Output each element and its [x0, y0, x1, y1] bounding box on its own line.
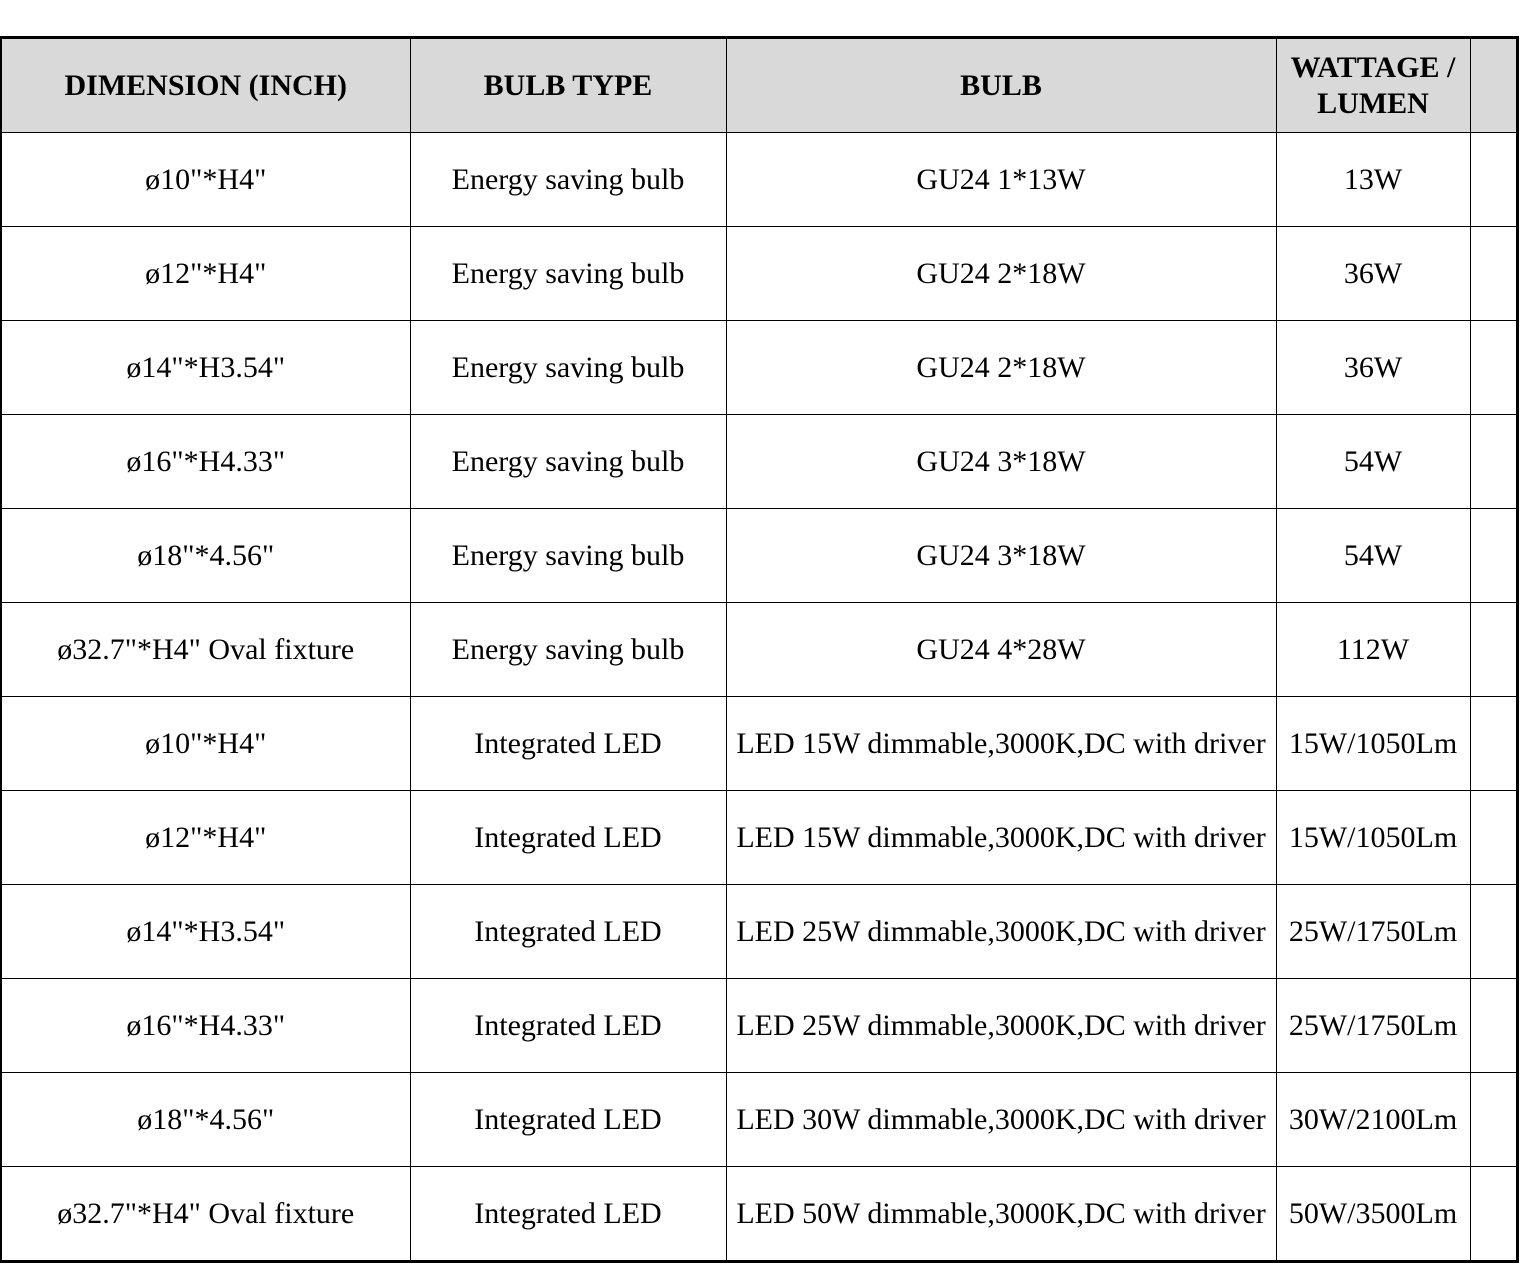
cell-bulb: GU24 2*18W: [726, 321, 1276, 415]
header-wattage-lumen: WATTAGE / LUMEN: [1276, 38, 1470, 133]
cell-wattage: 50W/3500Lm: [1276, 1167, 1470, 1262]
cell-dimension: ø18"*4.56": [1, 1073, 410, 1167]
cell-wattage: 25W/1750Lm: [1276, 885, 1470, 979]
cell-dimension: ø14"*H3.54": [1, 321, 410, 415]
cell-extra: [1470, 509, 1517, 603]
cell-dimension: ø10"*H4": [1, 133, 410, 227]
cell-dimension: ø14"*H3.54": [1, 885, 410, 979]
cell-dimension: ø10"*H4": [1, 697, 410, 791]
table-row: [1, 321, 1517, 415]
cell-bulb-type: Integrated LED: [410, 979, 726, 1073]
cell-bulb: LED 25W dimmable,3000K,DC with driver: [726, 885, 1276, 979]
cell-bulb-type: Energy saving bulb: [410, 509, 726, 603]
table-row: [1, 697, 1517, 791]
cell-extra: [1470, 791, 1517, 885]
table-row: [1, 603, 1517, 697]
cell-bulb: GU24 2*18W: [726, 227, 1276, 321]
header-bulb-type: BULB TYPE: [410, 38, 726, 133]
table-row: [1, 979, 1517, 1073]
cell-wattage: 54W: [1276, 415, 1470, 509]
table-row: [1, 227, 1517, 321]
cell-dimension: ø16"*H4.33": [1, 415, 410, 509]
cell-dimension: ø32.7"*H4" Oval fixture: [1, 603, 410, 697]
table-row: [1, 509, 1517, 603]
cell-bulb: GU24 3*18W: [726, 415, 1276, 509]
cell-bulb: LED 15W dimmable,3000K,DC with driver: [726, 697, 1276, 791]
cell-bulb-type: Energy saving bulb: [410, 227, 726, 321]
cell-dimension: ø18"*4.56": [1, 509, 410, 603]
cell-bulb-type: Energy saving bulb: [410, 321, 726, 415]
cell-bulb: LED 25W dimmable,3000K,DC with driver: [726, 979, 1276, 1073]
table-row: [1, 791, 1517, 885]
header-bulb: BULB: [726, 38, 1276, 133]
cell-wattage: 36W: [1276, 227, 1470, 321]
cell-bulb-type: Integrated LED: [410, 885, 726, 979]
cell-extra: [1470, 979, 1517, 1073]
cell-bulb: GU24 1*13W: [726, 133, 1276, 227]
cell-wattage: 25W/1750Lm: [1276, 979, 1470, 1073]
table-row: [1, 133, 1517, 227]
cell-bulb: LED 15W dimmable,3000K,DC with driver: [726, 791, 1276, 885]
cell-dimension: ø12"*H4": [1, 227, 410, 321]
spec-table: [0, 36, 1519, 1263]
cell-bulb-type: Energy saving bulb: [410, 603, 726, 697]
cell-extra: [1470, 697, 1517, 791]
header-dimension: DIMENSION (INCH): [1, 38, 410, 133]
cell-bulb-type: Energy saving bulb: [410, 415, 726, 509]
cell-bulb-type: Energy saving bulb: [410, 133, 726, 227]
cell-extra: [1470, 227, 1517, 321]
cell-bulb: GU24 3*18W: [726, 509, 1276, 603]
table-row: [1, 885, 1517, 979]
cell-wattage: 30W/2100Lm: [1276, 1073, 1470, 1167]
cell-extra: [1470, 133, 1517, 227]
table-row: [1, 1073, 1517, 1167]
cell-dimension: ø32.7"*H4" Oval fixture: [1, 1167, 410, 1262]
cell-bulb-type: Integrated LED: [410, 697, 726, 791]
cell-bulb: GU24 4*28W: [726, 603, 1276, 697]
cell-wattage: 112W: [1276, 603, 1470, 697]
cell-dimension: ø12"*H4": [1, 791, 410, 885]
cell-wattage: 15W/1050Lm: [1276, 791, 1470, 885]
cell-bulb-type: Integrated LED: [410, 791, 726, 885]
cell-bulb: LED 30W dimmable,3000K,DC with driver: [726, 1073, 1276, 1167]
table-row: [1, 1167, 1517, 1262]
header-row: [1, 38, 1517, 133]
cell-bulb-type: Integrated LED: [410, 1167, 726, 1262]
cell-bulb-type: Integrated LED: [410, 1073, 726, 1167]
cell-extra: [1470, 603, 1517, 697]
cell-extra: [1470, 415, 1517, 509]
cell-wattage: 36W: [1276, 321, 1470, 415]
cell-extra: [1470, 321, 1517, 415]
cell-extra: [1470, 1167, 1517, 1262]
cell-dimension: ø16"*H4.33": [1, 979, 410, 1073]
header-extra: [1470, 38, 1517, 133]
cell-extra: [1470, 1073, 1517, 1167]
cell-wattage: 13W: [1276, 133, 1470, 227]
cell-wattage: 54W: [1276, 509, 1470, 603]
cell-bulb: LED 50W dimmable,3000K,DC with driver: [726, 1167, 1276, 1262]
cell-wattage: 15W/1050Lm: [1276, 697, 1470, 791]
cell-extra: [1470, 885, 1517, 979]
table-row: [1, 415, 1517, 509]
